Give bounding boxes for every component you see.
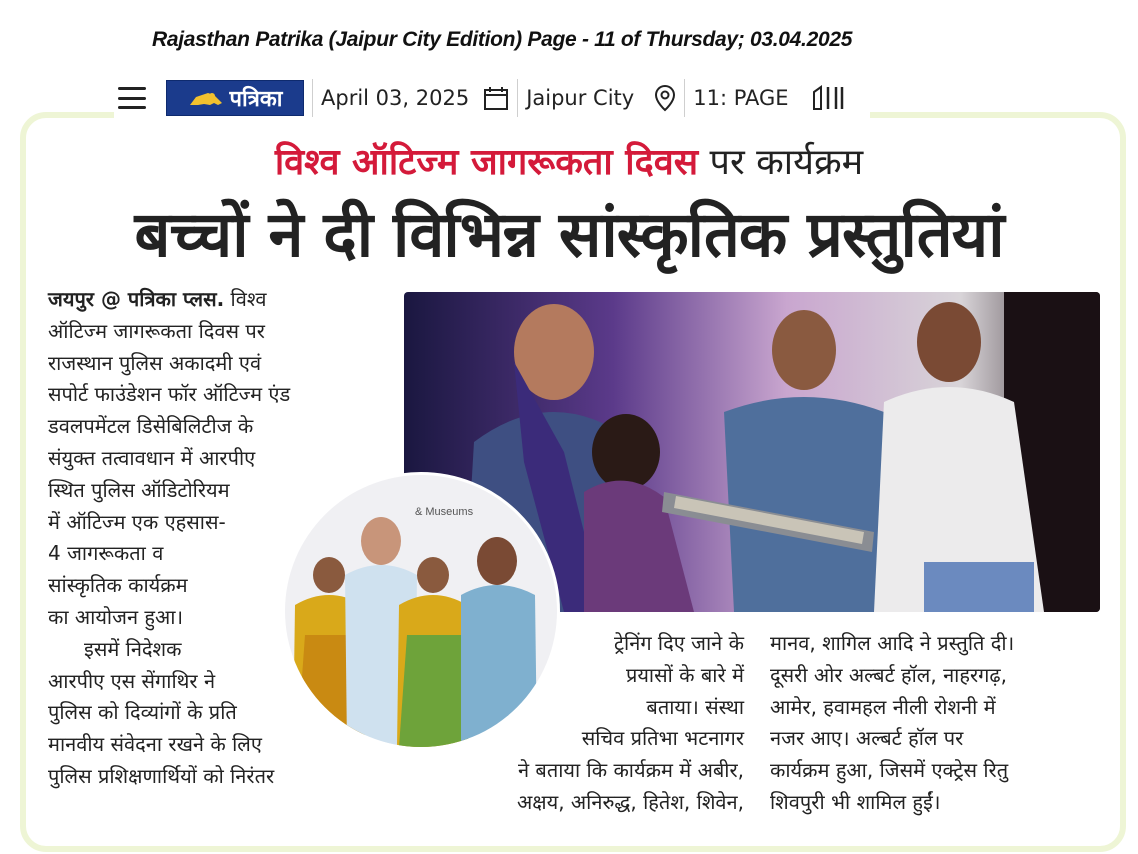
toolbar (114, 70, 870, 126)
text-line: अक्षय, अनिरुद्ध, हितेश, शिवेन, (516, 789, 744, 814)
text-line: राजस्थान पुलिस अकादमी एवं (48, 350, 262, 375)
dateline: जयपुर @ पत्रिका प्लस. (48, 287, 225, 311)
article-headline: बच्चों ने दी विभिन्न सांस्कृतिक प्रस्तुतियां (134, 198, 1004, 271)
text-line: सचिव प्रतिभा भटनागर (581, 726, 744, 751)
text-line: पुलिस को दिव्यांगों के प्रति (48, 700, 237, 725)
text-line: डवलपमेंटल डिसेबिलिटीज के (48, 414, 254, 439)
divider (684, 79, 685, 117)
text-line: संयुक्त तत्वावधान में आरपीए (48, 445, 256, 470)
article-column-3 (770, 628, 1102, 819)
text-line: बताया। संस्था (646, 694, 744, 719)
text-line (48, 284, 382, 316)
article-kicker (0, 136, 1138, 185)
calendar-icon[interactable] (483, 85, 509, 111)
edition-caption: Rajasthan Patrika (Jaipur City Edition) Page - 11 of Thursday; 03.04.2025 (152, 28, 853, 51)
banner-text: & Museums (415, 506, 474, 518)
text-line: शिवपुरी भी शामिल हुईं। (770, 789, 941, 814)
edition-date: April 03, 2025 (321, 86, 470, 110)
lion-emblem-icon (188, 87, 224, 109)
text-line: सांस्कृतिक कार्यक्रम (48, 573, 188, 598)
text-line: ने बताया कि कार्यक्रम में अबीर, (517, 758, 744, 783)
text-fragment: विश्व (224, 287, 267, 311)
text-line: कार्यक्रम हुआ, जिसमें एक्ट्रेस रितु (770, 758, 1009, 783)
text-line: आरपीए एस सेंगाथिर ने (48, 668, 216, 693)
text-line: 4 जागरूकता व (48, 541, 164, 566)
location-pin-icon[interactable] (654, 84, 676, 112)
text-line: आमेर, हवामहल नीली रोशनी में (770, 694, 996, 719)
children-photo-illustration (285, 475, 557, 747)
text-line: नजर आए। अल्बर्ट हॉल पर (770, 726, 964, 751)
page-view-icon[interactable] (811, 84, 845, 112)
edition-city: Jaipur City (526, 86, 635, 110)
kicker-highlight: विश्व ऑटिज्म जागरूकता दिवस (274, 142, 699, 183)
text-line: इसमें निदेशक (84, 636, 182, 661)
text-line: पुलिस प्रशिक्षणार्थियों को निरंतर (48, 763, 275, 788)
text-line: का आयोजन हुआ। (48, 604, 184, 629)
text-line: स्थित पुलिस ऑडिटोरियम (48, 477, 230, 502)
text-line: में ऑटिज्म एक एहसास- (48, 509, 226, 534)
logo-text: पत्रिका (229, 87, 283, 112)
text-line: सपोर्ट फाउंडेशन फॉर ऑटिज्म एंड (48, 382, 291, 407)
patrika-logo[interactable] (166, 80, 304, 116)
menu-icon[interactable] (118, 87, 146, 109)
text-line: मानवीय संवेदना रखने के लिए (48, 732, 262, 757)
divider (517, 79, 518, 117)
page-number[interactable]: 11: PAGE (693, 86, 789, 110)
text-line: दूसरी ओर अल्बर्ट हॉल, नाहरगढ़, (770, 662, 1008, 687)
text-line: प्रयासों के बारे में (625, 662, 744, 687)
children-performance-photo (282, 472, 560, 750)
kicker-rest: पर कार्यक्रम (698, 142, 864, 183)
divider (312, 79, 313, 117)
text-line: ट्रेनिंग दिए जाने के (613, 631, 744, 655)
text-line: ऑटिज्म जागरूकता दिवस पर (48, 318, 265, 343)
text-line: मानव, शागिल आदि ने प्रस्तुति दी। (770, 631, 1015, 655)
